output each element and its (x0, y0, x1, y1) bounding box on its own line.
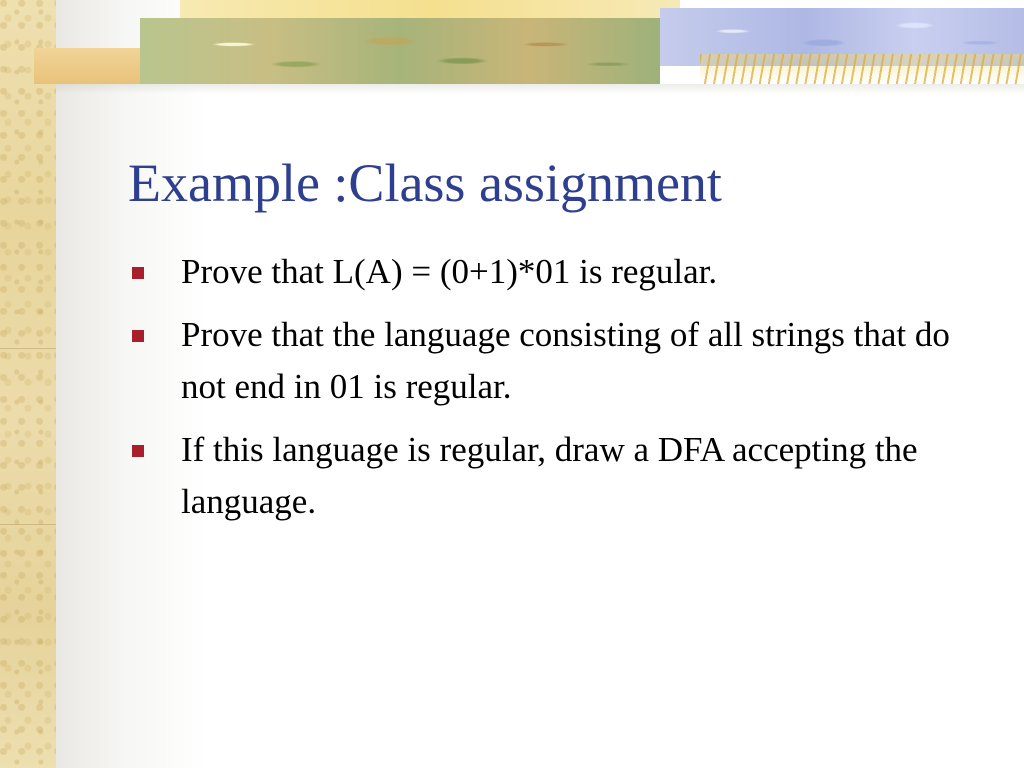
square-bullet-icon (132, 267, 144, 279)
parchment-strip (0, 0, 56, 768)
bullet-item (130, 424, 950, 528)
strip-seam (0, 348, 56, 349)
square-bullet-icon (132, 445, 144, 457)
strip-seam (0, 524, 56, 525)
bullet-text: If this language is regular, draw a DFA accepting the language. (181, 430, 918, 521)
bullet-text: Prove that L(A) = (0+1)*01 is regular. (181, 252, 718, 291)
header-shadow (56, 84, 1024, 94)
bullet-text: Prove that the language consisting of all strings that do not end in 01 is regular. (181, 315, 950, 406)
bullet-item (130, 309, 950, 413)
header-leaves-image (140, 18, 660, 84)
bullet-item (130, 246, 950, 298)
bullet-list (130, 246, 950, 539)
square-bullet-icon (132, 330, 144, 342)
slide-title: Example :Class assignment (128, 153, 722, 213)
decorative-header-band (0, 0, 1024, 90)
header-wheat-image (700, 54, 1024, 84)
